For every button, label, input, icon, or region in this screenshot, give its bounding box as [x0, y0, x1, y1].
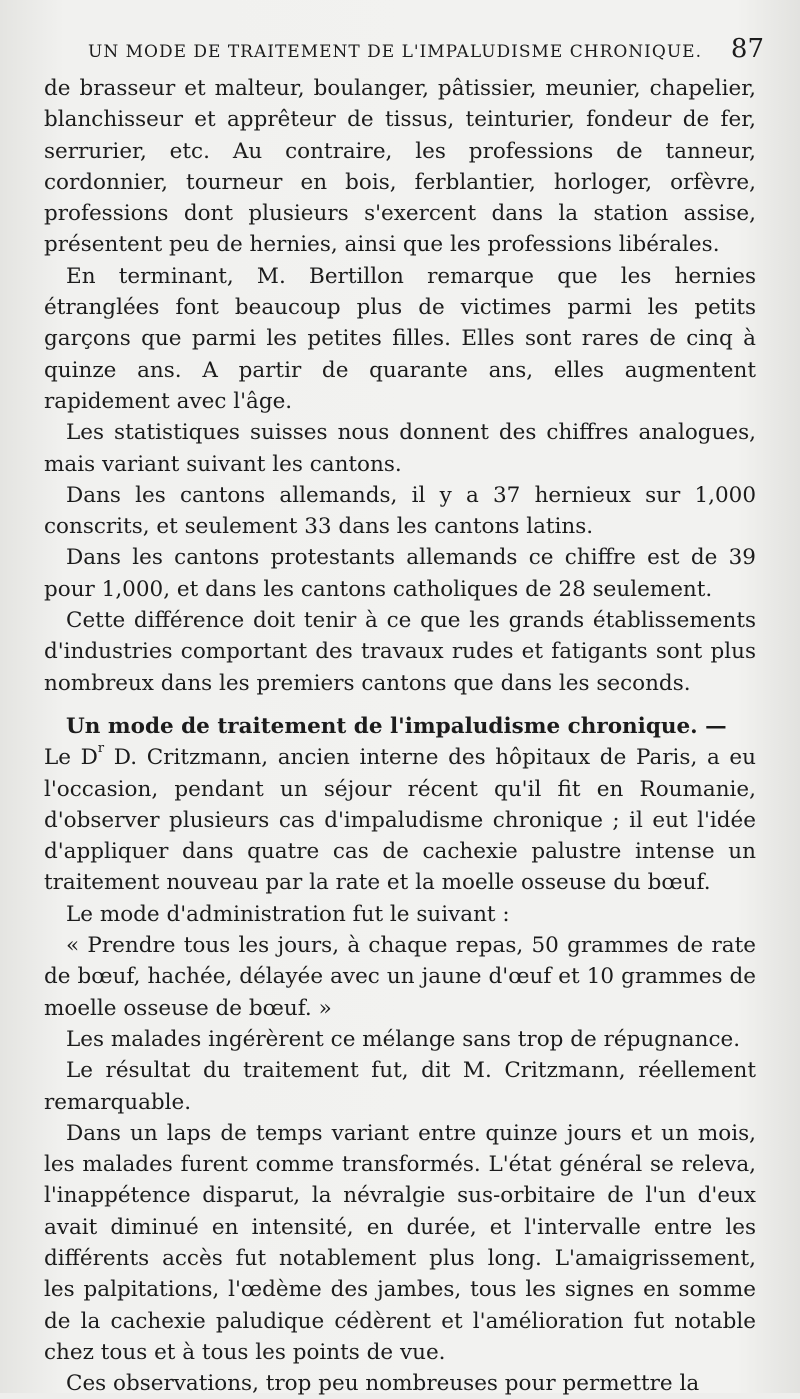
intro-superscript: r — [97, 741, 105, 757]
paragraph: Dans un laps de temps variant entre quinze jours et un mois, les malades furent comme transformés. L'état général se releva, l'inappétence disparut, la névralgie sus-orbitaire de l'un d'eux avait diminué en intensité, en durée, et l'intervalle entre les différents accès fut notablement plus long. L'amaigrissement, les palpitations, l'œdème des jambes, tous les signes en somme de la cachexie paludique cédèrent et l'amélioration fut notable chez tous et à tous les points de vue. — [44, 1120, 756, 1365]
page-header — [88, 34, 764, 70]
intro-text: D. Critzmann, ancien interne des hôpitaux de Paris, a eu l'occasion, pendant un séjour récent qu'il fit en Roumanie, d'observer plusieurs cas d'impaludisme chronique ; il eut l'idée d'appliquer dans quatre cas de cachexie palustre intense un traitement nouveau par la rate et la moelle osseuse du bœuf. — [44, 745, 757, 896]
section-spacer — [44, 699, 756, 711]
page-number: 87 — [730, 34, 764, 64]
paragraph: Le mode d'administration fut le suivant : — [66, 901, 510, 927]
paragraph: Dans les cantons allemands, il y a 37 hernieux sur 1,000 conscrits, et seulement 33 dans les cantons latins. — [44, 482, 756, 540]
section-title-paragraph — [44, 711, 756, 742]
paragraph: « Prendre tous les jours, à chaque repas, 50 grammes de rate de bœuf, hachée, délayée avec un jaune d'œuf et 10 grammes de moelle osseuse de bœuf. » — [44, 933, 756, 1021]
paragraph: Les malades ingérèrent ce mélange sans trop de répugnance. — [66, 1026, 741, 1052]
running-title: UN MODE DE TRAITEMENT DE L'IMPALUDISME CHRONIQUE. — [88, 42, 702, 62]
paragraph: Dans les cantons protestants allemands ce chiffre est de 39 pour 1,000, et dans les cantons catholiques de 28 seulement. — [44, 545, 756, 602]
page-body — [44, 73, 756, 1399]
paragraph: de brasseur et malteur, boulanger, pâtissier, meunier, chapelier, blanchisseur et apprêteur de tissus, teinturier, fondeur de fer, serrurier, etc. Au contraire, les professions de tanneur, cordonnier, tourneur en bois, ferblantier, horloger, orfèvre, professions dont plusieurs s'exercent dans la station assise, présentent peu de hernies, ainsi que les professions libérales. — [44, 76, 756, 258]
paragraph: Cette différence doit tenir à ce que les grands établissements d'industries comportant des travaux rudes et fatigants sont plus nombreux dans les premiers cantons que dans les seconds. — [44, 608, 756, 696]
section-intro — [44, 742, 756, 898]
paragraph: En terminant, M. Bertillon remarque que les hernies étranglées font beaucoup plus de victimes parmi les petits garçons que parmi les petites filles. Elles sont rares de cinq à quinze ans. A partir de quarante ans, elles augmentent rapidement avec l'âge. — [44, 263, 756, 414]
section-title: Un mode de traitement de l'impaludisme chronique. — — [66, 713, 727, 739]
paragraph: Le résultat du traitement fut, dit M. Critzmann, réellement remarquable. — [44, 1058, 756, 1115]
paragraph: Les statistiques suisses nous donnent des chiffres analogues, mais variant suivant les cantons. — [44, 420, 756, 477]
intro-prefix: Le D — [44, 745, 98, 771]
paragraph: Ces observations, trop peu nombreuses pour permettre la — [66, 1371, 700, 1397]
